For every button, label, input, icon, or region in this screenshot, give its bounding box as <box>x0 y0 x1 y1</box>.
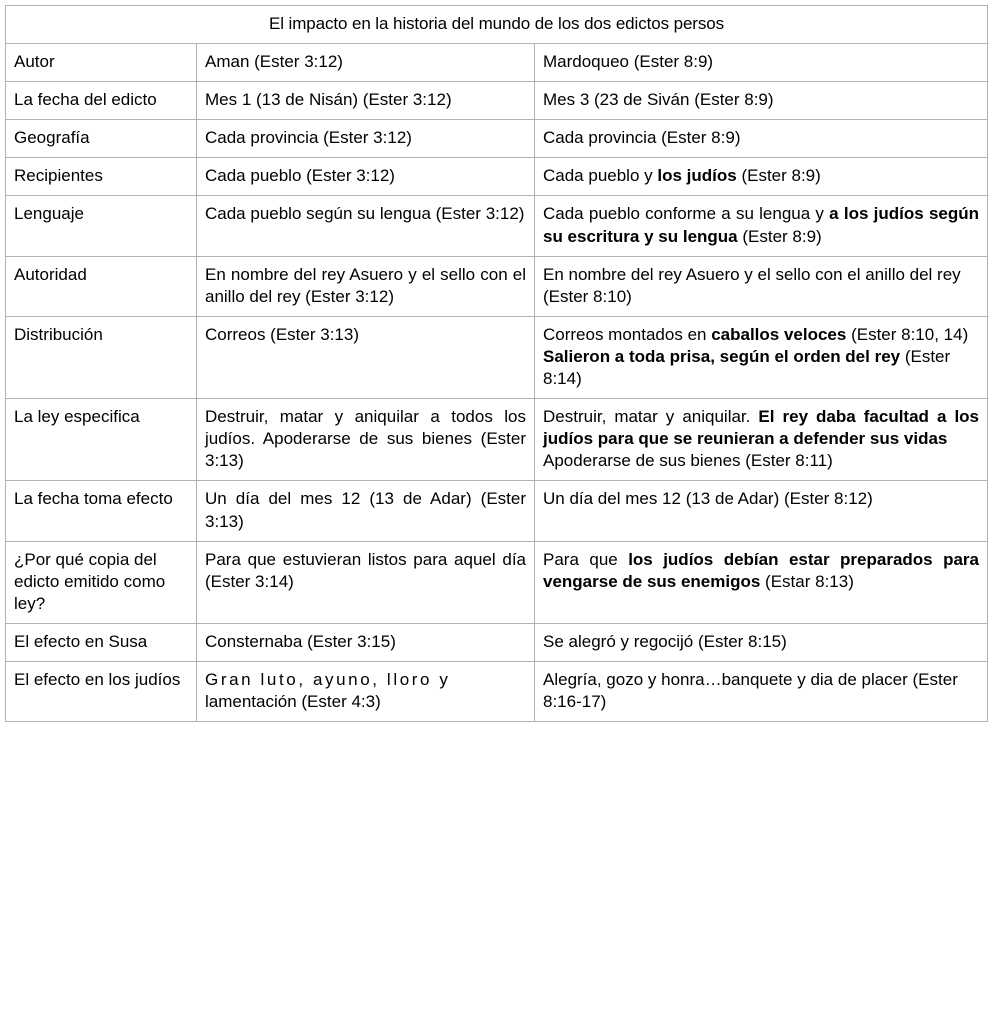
table-row <box>6 481 988 541</box>
row-edict2: Un día del mes 12 (13 de Adar) (Ester 8:12) <box>535 481 988 541</box>
text-pre: Correos montados en <box>543 324 712 344</box>
text-post: (Ester 8:9) <box>736 166 821 186</box>
table-row <box>6 316 988 398</box>
row-edict2-paragraph: Apoderarse de sus bienes (Ester 8:11) <box>543 451 833 471</box>
text-emphasis: los judíos debían estar preparados para vengarse de sus enemigos <box>543 549 980 591</box>
row-edict2: Mardoqueo (Ester 8:9) <box>535 44 988 82</box>
row-label: Recipientes <box>6 158 197 196</box>
text-emphasis: los judíos <box>657 166 737 186</box>
table-title-row <box>6 6 988 44</box>
text-pre: Cada pueblo y <box>543 166 658 186</box>
table-row <box>6 623 988 661</box>
row-edict1 <box>197 661 535 721</box>
row-edict2 <box>535 541 988 623</box>
row-label: Geografía <box>6 120 197 158</box>
table-title: El impacto en la historia del mundo de los dos edictos persos <box>6 6 988 44</box>
row-label: Autor <box>6 44 197 82</box>
row-edict2 <box>535 316 988 398</box>
row-label: Distribución <box>6 316 197 398</box>
row-edict1: Mes 1 (13 de Nisán) (Ester 3:12) <box>197 82 535 120</box>
row-edict1: Cada pueblo (Ester 3:12) <box>197 158 535 196</box>
row-edict1: Un día del mes 12 (13 de Adar) (Ester 3:13) <box>197 481 535 541</box>
row-edict1: En nombre del rey Asuero y el sello con el anillo del rey (Ester 3:12) <box>197 256 535 316</box>
table-row <box>6 44 988 82</box>
row-label: La fecha del edicto <box>6 82 197 120</box>
row-label: Autoridad <box>6 256 197 316</box>
row-edict2: En nombre del rey Asuero y el sello con el anillo del rey (Ester 8:10) <box>535 256 988 316</box>
row-edict2: Cada provincia (Ester 8:9) <box>535 120 988 158</box>
text-post: (Ester 8:14) <box>543 346 951 389</box>
table-row <box>6 661 988 721</box>
row-edict1: Aman (Ester 3:12) <box>197 44 535 82</box>
row-label: El efecto en los judíos <box>6 661 197 721</box>
row-edict2 <box>535 196 988 256</box>
row-edict1: Destruir, matar y aniquilar a todos los judíos. Apoderarse de sus bienes (Ester 3:13) <box>197 399 535 481</box>
row-edict2: Mes 3 (23 de Siván (Ester 8:9) <box>535 82 988 120</box>
text-tracked: Gran luto, ayuno, lloro y <box>205 669 451 689</box>
comparison-table <box>5 5 988 722</box>
document-sheet <box>5 5 987 722</box>
table-row <box>6 158 988 196</box>
text-pre: Cada pueblo conforme a su lengua y <box>543 204 830 224</box>
text-emphasis: Salieron a toda prisa, según el orden del rey <box>543 346 901 366</box>
row-label: Lenguaje <box>6 196 197 256</box>
row-edict1: Cada pueblo según su lengua (Ester 3:12) <box>197 196 535 256</box>
row-edict2-paragraph <box>543 346 979 390</box>
row-edict2-paragraph <box>543 324 979 346</box>
table-row <box>6 196 988 256</box>
row-edict1: Correos (Ester 3:13) <box>197 316 535 398</box>
table-row <box>6 541 988 623</box>
row-label: El efecto en Susa <box>6 623 197 661</box>
table-row <box>6 256 988 316</box>
text-post: (Estar 8:13) <box>760 571 854 591</box>
row-edict2: Alegría, gozo y honra…banquete y dia de placer (Ester 8:16-17) <box>535 661 988 721</box>
row-edict2 <box>535 158 988 196</box>
text-rest: lamentación (Ester 4:3) <box>205 692 381 712</box>
table-row <box>6 399 988 481</box>
row-edict2 <box>535 399 988 481</box>
text-post: (Ester 8:9) <box>737 226 822 246</box>
table-row <box>6 120 988 158</box>
table-row <box>6 82 988 120</box>
text-pre: Destruir, matar y aniquilar. <box>543 407 759 427</box>
row-label: La fecha toma efecto <box>6 481 197 541</box>
row-edict1: Cada provincia (Ester 3:12) <box>197 120 535 158</box>
text-pre: Para que <box>543 549 629 569</box>
text-emphasis: caballos veloces <box>711 324 847 344</box>
row-label: La ley especifica <box>6 399 197 481</box>
row-edict1: Para que estuvieran listos para aquel día (Ester 3:14) <box>197 541 535 623</box>
text-emphasis: El rey daba facultad a los judíos para que se reunieran a defender sus vidas <box>543 407 980 449</box>
row-edict1: Consternaba (Ester 3:15) <box>197 623 535 661</box>
row-label: ¿Por qué copia del edicto emitido como ley? <box>6 541 197 623</box>
row-edict2-paragraph <box>543 406 979 450</box>
row-edict2: Se alegró y regocijó (Ester 8:15) <box>535 623 988 661</box>
text-emphasis: a los judíos según su escritura y su lengua <box>543 204 980 246</box>
text-post: (Ester 8:10, 14) <box>846 324 969 344</box>
